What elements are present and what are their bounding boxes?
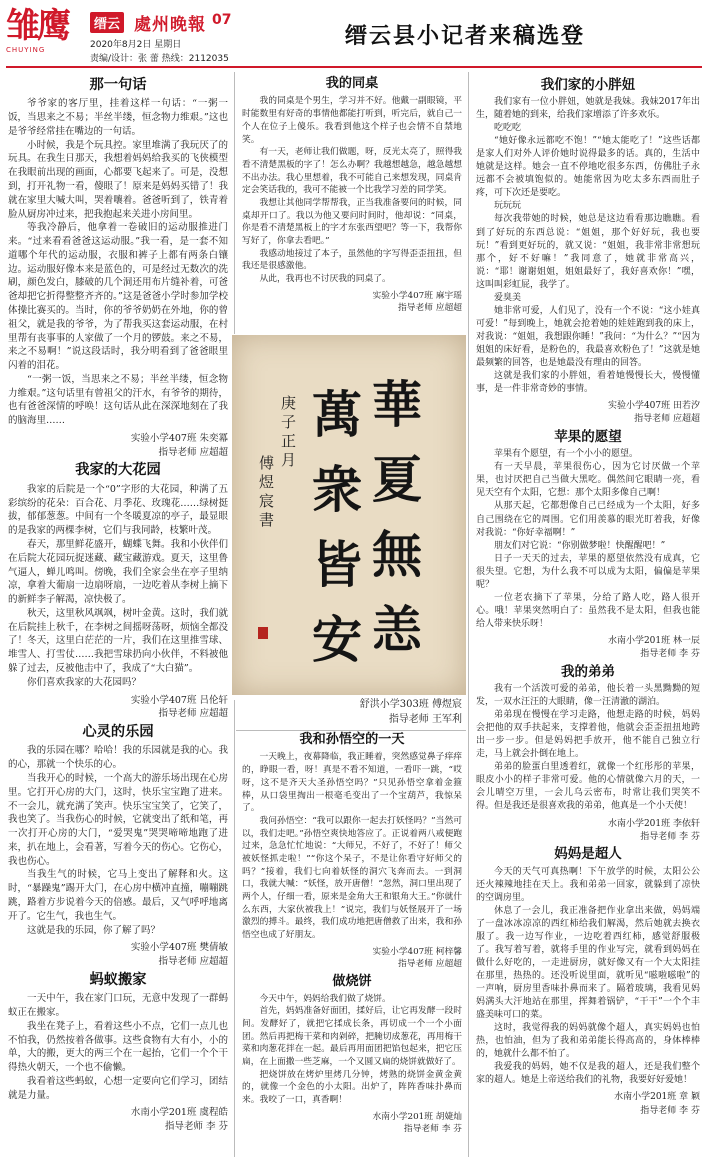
article-para: 今天的天气可真热啊！下午放学的时候，太阳公公还火辣辣地挂在天上。我和弟弟一回家，就躲到了凉快的空调房里。 [476,866,700,903]
article-little-chubby [476,76,700,427]
article-para: 你们喜欢我家的大花园吗？ [27,676,142,688]
article-para: 我的乐园在哪？哈哈！我的乐园就是我的心。我的心，那就一个快乐的心。 [8,745,228,771]
paper-name: 處州晚報 [134,15,206,35]
calligraphy-date: 庚子正月 [279,395,297,471]
column-divider [468,72,469,1157]
article-para: 这就是我的乐园，你了解了吗？ [27,924,161,936]
article-para: 每次我带她的时候，她总是这边看看那边瞧瞧。看到了好玩的东西总说：“姐姐，那个好好玩，我也要玩！”看到更好玩的，就又说：“姐姐，我非常非常想玩那个，好不好嘛！”我同意了，她就非常高兴，说：“耶！谢谢姐姐，姐姐最好了，我好喜欢你！”嘿，这叫叫彩虹屁，我学了。 [476,214,700,290]
article-para: 有一天，老师让我们做题，呀，反光太亮了，照得我看不清楚黑板的字了！怎么办啊？我越想越急，越急越想不出办法。我心里想着，我不可能自己来想发现，同桌肯定会笑话我的，我可不能被一个比我学习差的同学笑。 [242,147,462,196]
article-para: 我的同桌是个男生，学习并不好。他戴一副眼镜，平时能数里有好奇的事情他都能打听到，听完后，就自己一个人在位子上傻乐。我看到他这个样子也会情不自禁地笑。 [242,96,462,145]
article-title: 苹果的愿望 [554,428,622,445]
calligraphy-char: 安 [312,610,362,669]
calligraphy-char: 華 [372,375,422,434]
article-subhead: 吃吃吃 [494,123,522,134]
calligraphy-char: 無 [372,525,422,584]
article-para: 苹果有个愿望，有一个小小的愿望。 [494,449,639,460]
teacher-byline: 指导老师 王军利 [388,714,462,725]
region-badge: 缙云 [90,12,124,33]
teacher-byline: 指导老师 应超超 [158,708,228,720]
article-para: 从此，我再也不讨厌我的同桌了。 [259,274,391,285]
author-byline: 水南小学201班 胡婕灿 [372,1111,462,1122]
article-para: 我坐在凳子上，看着这些小不点，它们一点儿也不怕我，仍然按着各做事。这些食物有大有小，小的单，大的搬，更大的两三个在一起抬，它们一个个干得热火朝天，一个也不偷懒。 [8,1020,228,1074]
article-para: 小时候，我是个玩具控。家里堆满了我玩厌了的玩具。在我生日那天，我想着妈妈给我买的飞侠模型在我眼前出现的画面，心都要飞起来了。可是，没想到，打开礼物一看，傻眼了！原来是妈妈买错了！我就在家里大喊大叫，哭着嚷着。爸爸听到了，铁青着脸从厨房冲过来，把我抱起来关进小房间里。 [8,139,228,220]
article-monkey-king [242,734,462,971]
article-heart-paradise [8,723,228,969]
calligraphy-caption [242,697,462,727]
article-subhead: 玩玩玩 [494,201,522,212]
article-title: 心灵的乐园 [82,723,154,740]
teacher-byline: 指导老师 李 芬 [640,648,700,659]
article-para: “她好像永远都吃不饱！”“她太能吃了！”这些话都是家人们对外人评价她时说得最多的话。真的，生活中她就是这样。她会一直不停地吃很多东西，仿佛肚子永远都不会被填饱似的。她能常因为吃太多东西而肚子疼，可下次还是要吃。 [476,136,700,199]
article-title: 我们家的小胖妞 [540,76,636,93]
article-para: 我爱我的妈妈，她不仅是我的超人，还是我们整个家的超人。她是上帝送给我们的礼物，我要好好爱她！ [476,1062,700,1086]
article-title: 那一句话 [89,76,147,93]
article-para: 弟弟现在慢慢在学习走路，他想走路的时候，妈妈会把他的双手扶起来，支撑着他，他就会歪歪扭扭地跨出一步一步。但是妈妈把手放开，他不能自己独立行走，马上就会扑倒在地上。 [476,710,700,760]
article-title: 妈妈是超人 [554,846,622,863]
middle-column-bottom [242,730,462,1136]
article-para: 今天中午，妈妈给我们做了烧饼。 [259,993,391,1004]
header-rule [6,66,702,68]
teacher-byline: 指导老师 应超超 [397,303,462,314]
teacher-byline: 指导老师 应超超 [158,446,228,458]
author-byline: 实验小学407班 麻宇瑶 [372,290,462,301]
article-title: 我家的大花园 [75,462,161,479]
article-para: 等我冷静后，他拿着一卷破旧的运动服推进门来。“过来看看爸爸这运动服。”我一看，是一套不知道哪个年代的运动服，衣服和裤子上都有两条白镶边。运动服好像本来是蓝色的，可是经过无数次的洗刷，颜色发白，膝破的几个洞还用布片缝补着，可爸爸却把它折得整整齐齐的。”这是爸爸小学时参加学校体操比赛买的。当时，你的爷爷奶奶在外地，你的曾祖父，就是我的爷爷，为了帮我买这套运动服，在村里帮有丧事事的人家做了一个月的锣鼓。来之不易，来之不易啊！”说这段话时，我分明看到了爸爸眼里闪着的泪花。 [8,222,228,372]
article-para: 爷爷家的客厅里，挂着这样一句话：“一粥一饭，当思来之不易；半丝半缕，恒念物力维艰。”这也是爷爷经常挂在嘴边的一句话。 [8,98,228,137]
teacher-byline: 指导老师 应超超 [634,414,700,425]
author-byline: 水南小学201班 虞程皓 [130,1107,228,1119]
teacher-byline: 指导老师 应超超 [158,956,228,968]
teacher-byline: 指导老师 李 芬 [640,1105,700,1116]
author-byline: 实验小学407班 柯梓馨 [372,946,462,957]
article-title: 我的弟弟 [561,663,615,680]
article-para: 秋天，这里秋风飒飒，树叶金黄。这时，我们就在后院挂上秋千，在李树之间摇呀荡呀，烦恼全都没了！冬天，这里白茫茫的一片，我们在这里推雪球、堆雪人、打雪仗……我把雪球扔向小伙伴，不料被他躲了过去，反被他击中了，我成了“大白猫”。 [8,607,228,675]
masthead-pinyin: CHUYING [6,46,46,54]
article-para: 她非常可爱，人们见了，没有一个不说：“这小娃真可爱！”每到晚上，她就会抢着她的娃娃跑到我的床上，对我说：“姐姐，我想跟你睡！”我问：“为什么？”“因为姐姐的床好看，是粉色的，我最喜欢粉色了！”这就是她最频繁的回答，也是她最没有理由的回答。 [476,305,700,368]
page-number: 07 [212,12,232,28]
article-para: 我家的后院是一个“0”字形的大花园，种满了五彩缤纷的花朵：百合花、月季花、玫瑰花……绿树挺拔，郁郁葱葱。中间有一个冬暖夏凉的亭子，最显眼的是我家的两棵李树，它们与我同龄，枝繁叶茂。 [8,483,228,537]
date-line: 2020年8月2日 星期日 [90,40,182,50]
article-para: 我问孙悟空：“我可以跟你一起去打妖怪吗？”当然可以，我们走吧。”孙悟空爽快地答应了。正说着两八戒便跑过来，急急忙忙地说：“大师兄，不好了，不好了！师父被妖怪抓走啦！”“你这个呆子，不是让你看守好师父的吗？”接着，我们七向着妖怪的洞穴飞奔而去。一到洞口，我就大喊：“妖怪，放开唐僧！”忽然，洞口里出现了两个人，仔细一看，原来是金角大王和银角大王。”你就什么东西，大家伙被我上！”说完，我们与妖怪展开了一场激烈的搏斗。最终，我们成功地把唐僧救了出来，我和孙悟空也成了好朋友。 [242,815,462,941]
calligraphy-char: 衆 [312,460,362,519]
article-para: 春天，那里鲜花盛开，蝴蝶飞舞。我和小伙伴们在后院大花园玩捉迷藏、藏宝藏游戏。夏天，这里鲁气逼人，蝉儿鸣叫。傍晚，我们全家会坐在亭子里纳凉，拿着大葡扇一边扇呀扇，一边吃着从李树上摘下的新鲜李子解渴，凉快极了。 [8,539,228,606]
masthead-logo [6,6,76,58]
column-divider [234,700,235,1157]
article-ants-moving [8,971,228,1134]
calligraphy-char: 萬 [312,385,362,444]
article-that-sentence [8,76,228,460]
calligraphy-char: 夏 [372,450,422,509]
article-super-mom [476,848,700,1117]
article-para: 当我开心的时候，一个高大的游乐场出现在心房里。它打开心房的大门，这时，快乐宝宝跑了进来。不一会儿，就充满了笑声。快乐宝宝笑了，它笑了，我也笑了。当我伤心的时候，它就变出了纸和笔，再一次打开心房的大门，“爱哭鬼”哭哭啼啼地跑了进来，扒在地上，会看著，写着今天的伤心。它伤心，我也伤心。 [8,773,228,867]
author-byline: 实验小学407班 樊倩敏 [130,942,228,954]
article-para: 一位老农摘下了苹果，分给了路人吃，路人很开心。哦！苹果突然明白了：虽然我不是太阳，但我也能给人带来快乐呀！ [476,592,700,629]
article-para: 休息了一会儿，我正准备把作业拿出来做，妈妈端了一盘冰冰凉凉的西红柿给我们解渴，然后她就去换衣服了。我一边写作业，一边吃着西红柿，感觉舒服极了。我写着写着，就将手里的作业写完，就看到妈妈在做什么好吃的，一走进厨房，就好像又有一个大太阳挂在那里，热热的。还没听说里面，就听见“嗞啦嗞啦”的一声响，厨房里香味扑鼻而来了。隔着玻璃，我看见妈妈满头大汗地站在那里，挥舞着锅铲，“干干”一个个丰盛美味可口的菜。 [476,905,700,1021]
article-apple-wish [476,428,700,661]
article-title: 我的同桌 [325,76,379,92]
calligraphy-char: 皆 [312,535,362,594]
article-para: 把烧饼放在烤炉里烤几分钟，烤熟的烧饼金黄金黄的，就像一个金色的小太阳。出炉了，阵阵香味扑鼻而来。我咬了一口，真香啊！ [242,1069,462,1106]
column-divider [234,72,235,334]
article-para: 我感动地接过了本子，虽然他的字写得歪歪扭扭，但我还是很感激他。 [242,248,462,272]
seal-stamp [258,627,268,639]
page-headline: 缙云县小记者来稿选登 [345,24,586,49]
article-para: 朋友们对它说：“你别做梦啦！快醒醒吧！” [494,540,666,551]
article-para: 有一天早晨，苹果很伤心，因为它讨厌做一个苹果，也讨厌把自己当做大黑吃。偶然间它眼睛一亮，看见天空有个太阳，它想：那个太阳多像自己啊！ [476,462,700,499]
left-column [8,74,228,1134]
article-title: 我和孙悟空的一天 [299,732,405,748]
teacher-byline: 指导老师 李 芬 [640,831,700,842]
masthead-title: 雏鹰 [6,6,68,46]
author-byline: 实验小学407班 朱奕冪 [130,433,228,445]
teacher-byline: 指导老师 李 芬 [164,1121,228,1133]
calligraphy-signature: 傅煜宸書 [257,455,275,531]
editor-line: 责编/设计：张 蕾 热线：2112035 [90,54,229,64]
calligraphy-char: 恙 [372,600,422,659]
article-title: 做烧饼 [332,973,372,989]
article-para: 我看着这些蚂蚁，心想一定要向它们学习，团结就是力量。 [8,1075,228,1101]
article-little-brother [476,663,700,844]
article-para: 日子一天天的过去，苹果的愿望依然没有成真，它很失望。它想，为什么我不可以成为太阳，偏偏是苹果呢？ [476,553,700,590]
teacher-byline: 指导老师 应超超 [397,959,462,970]
author-byline: 水南小学201班 章 颖 [614,1092,700,1103]
article-para: 从那天起，它都想像自己已经成为一个太阳，好多自己围绕在它的周围。它们用羡慕的眼光盯着我，好像对我说：“你好幸福啊！” [476,501,700,538]
article-para: 弟弟的脸蛋白里透着红，就像一个红彤彤的苹果，眼皮小小的样子非常可爱。他的心情就像六月的天，一会儿晴空万里，一会儿乌云密布，时常让我们哭笑不得。但是我还是很喜欢我的弟弟，他真是一个小天使！ [476,762,700,812]
calligraphy-artwork [232,335,466,695]
article-para: 我们家有一位小胖妞，她就是我妹。我妹2017年出生，随着她的到来，给我们家增添了许多欢乐。 [476,97,700,121]
article-title: 蚂蚁搬家 [89,971,147,988]
article-para: 我想让其他同学帮帮我，正当我准备要问的时候，同桌却开口了。我以为他又要问时间时，他却说：“同桌，你是看不清楚黑板上的字才东张西望吧？等一下，我帮你写好了，你拿去看吧。” [242,197,462,246]
article-para: “一粥一饭，当思来之不易；半丝半缕，恒念物力维艰。”这句话里有曾祖父的汗水，有爷爷的期待，也有爸爸深情的呼唤！这句话从此在深深地刻在了我的脑海里…… [8,373,228,427]
author-byline: 水南小学201班 李依轩 [607,818,700,829]
article-para: 我有一个活泼可爱的弟弟，他长着一头黑黝黝的短发，一双水汪汪的大眼睛，像一汪清澈的湖泊。 [476,684,700,708]
article-subhead: 爱臭美 [494,292,522,303]
article-para: 这就是我们家的小胖妞，看着她慢慢长大，慢慢懂事，是一件非常奇妙的事情。 [476,371,700,395]
middle-column-top [242,74,462,315]
author-byline: 实验小学407班 吕伦轩 [130,694,228,706]
teacher-byline: 指导老师 李 芬 [403,1124,462,1135]
article-big-garden [8,464,228,721]
article-para: 一天中午，我在家门口玩，无意中发现了一群蚂蚁正在搬家。 [8,993,228,1018]
article-para: 这时，我觉得我的妈妈就像个超人，真实妈妈也怕热，也怕油，但为了我和弟弟能长得高高的，身体棒棒的，她就什么都不怕了。 [476,1023,700,1060]
article-para: 当我生气的时候，它马上变出了解释和火。这时，“暴躁鬼”踢开大门，在心房中横冲直撞，嘣嘣跳跳，路着方步说着今天的倍感。最后，又气呼呼地离开了。它生气，我也生气。 [8,869,228,922]
right-column [476,74,700,1118]
author-byline: 舒洪小学303班 傅煜宸 [359,699,462,710]
author-byline: 水南小学201班 林一辰 [607,635,700,646]
article-para: 首先，妈妈准备好面团，揉好后，让它再发酵一段时间。发酵好了，就把它揉成长条，再切成一个一个小面团。然后再把梅干菜和肉剁碎，把腌切成葱花，再用梅干菜和肉葱花拌在一起。最后再用面团把馅包起来，把它压扁，在上面撒一些芝麻，一个又圆又扁的烧饼就做好了。 [242,1006,462,1067]
article-para: 一天晚上，夜幕降临，我正睡着，突然感觉鼻子痒痒的，睁眼一看，呀！真是不看不知道，一看吓一跳，“哎呀，这不是齐天大圣孙悟空吗？”只见孙悟空拿着金箍棒，从口袋里掏出一根毫毛变出了一个宝葫芦，我惊呆了。 [242,752,462,814]
article-making-shaobing [242,973,462,1137]
author-byline: 实验小学407班 田若汐 [607,401,700,412]
